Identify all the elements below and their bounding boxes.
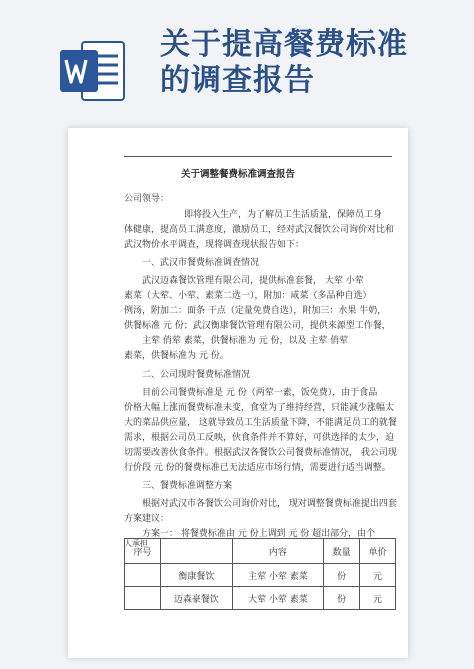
header-rule	[124, 156, 392, 157]
paragraph-line: 体健康，提高员工满意度，激励员工，经对武汉餐饮公司询价对比和	[124, 225, 395, 235]
document-title: 关于调整餐费标准调查报告	[180, 169, 295, 180]
table-cell	[125, 587, 161, 610]
paragraph-line: 素菜（大荤、小荤、素菜二选一），附加：咸菜（多品种自选）	[124, 291, 372, 301]
paragraph-line: 武汉物价水平调查，现将调查现状报告如下：	[124, 240, 305, 250]
paragraph-line: 切需要改善伙食条件。根据武汉各餐饮公司餐费标准情况， 我公司现	[124, 448, 397, 458]
paragraph-line: 行价段 元 份的餐费标准已无法适应市场行情，需要进行适当调整。	[124, 463, 391, 473]
table-cell: 元	[360, 564, 396, 587]
paragraph-line: 价格大幅上涨而餐费标准未变，食堂为了维持经营，只能减少涨幅太	[124, 403, 395, 413]
banner-title-line-2: 的调查报告	[160, 63, 315, 98]
table-row	[125, 564, 396, 587]
paragraph-line: 例汤，附加二：面条 干点（定量免费自选），附加三：水果 牛奶，	[124, 306, 387, 316]
paragraph-line: 主荤 俏荤 素菜，供餐标准为 元 份，以及 主荤 俏荤	[142, 336, 349, 346]
plan-overflow-text: 人承担	[124, 539, 148, 548]
paragraph-line: 方案建议：	[124, 514, 170, 524]
price-table	[124, 538, 396, 610]
section-heading: 一、武汉市餐费标准调查情况	[142, 258, 260, 268]
table-cell: 迈森豪餐饮	[160, 587, 232, 610]
table-cell: 份	[324, 587, 360, 610]
table-cell: 衡康餐饮	[160, 564, 232, 587]
paragraph-line: 武汉迈森餐饮管理有限公司，提供标准套餐， 大荤 小荤	[142, 276, 364, 286]
table-header-cell: 单价	[360, 539, 396, 564]
table-header-cell: 序号	[125, 539, 161, 564]
banner-title-line-1: 关于提高餐费标准	[160, 27, 408, 62]
plan-line: 方案一： 将餐费标准由 元 份上调到 元 份 超出部分，由个	[142, 529, 376, 539]
paragraph-line: 即将投入生产，为了解员工生活质量，保障员工身	[184, 210, 383, 220]
table-header-cell: 数量	[324, 539, 360, 564]
word-document-icon	[58, 38, 128, 104]
table-cell: 份	[324, 564, 360, 587]
paragraph-line: 大的菜品供应量， 这就导致员工生活质量下降，不能满足员工的就餐	[124, 418, 397, 428]
paragraph-line: 供餐标准 元 份；武汉衡康餐饮管理有限公司，提供来源型工作餐，	[124, 321, 391, 331]
section-heading: 二、公司现时餐费标准情况	[142, 370, 251, 380]
document-page	[68, 128, 408, 658]
section-heading: 三、餐费标准调整方案	[142, 481, 233, 491]
table-cell	[125, 564, 161, 587]
salutation: 公司领导：	[124, 194, 170, 204]
table-header-cell: 内容	[232, 539, 323, 564]
table-row	[125, 587, 396, 610]
paragraph-line: 需求，根据公司员工反映，伙食条件并不算好，可供选择的太少，迫	[124, 433, 395, 443]
paragraph-line: 根据对武汉市各餐饮公司询价对比， 现对调整餐费标准提出四套	[142, 499, 397, 509]
table-cell: 主荤 小荤 素菜	[232, 564, 323, 587]
table-cell: 元	[360, 587, 396, 610]
paragraph-line: 素菜，供餐标准为 元 份。	[124, 351, 229, 361]
table-cell: 大荤 小荤 素菜	[232, 587, 323, 610]
paragraph-line: 目前公司餐费标准是 元 份（两荤一素，饭免费），由于食品	[142, 388, 378, 398]
header-banner	[0, 0, 474, 115]
